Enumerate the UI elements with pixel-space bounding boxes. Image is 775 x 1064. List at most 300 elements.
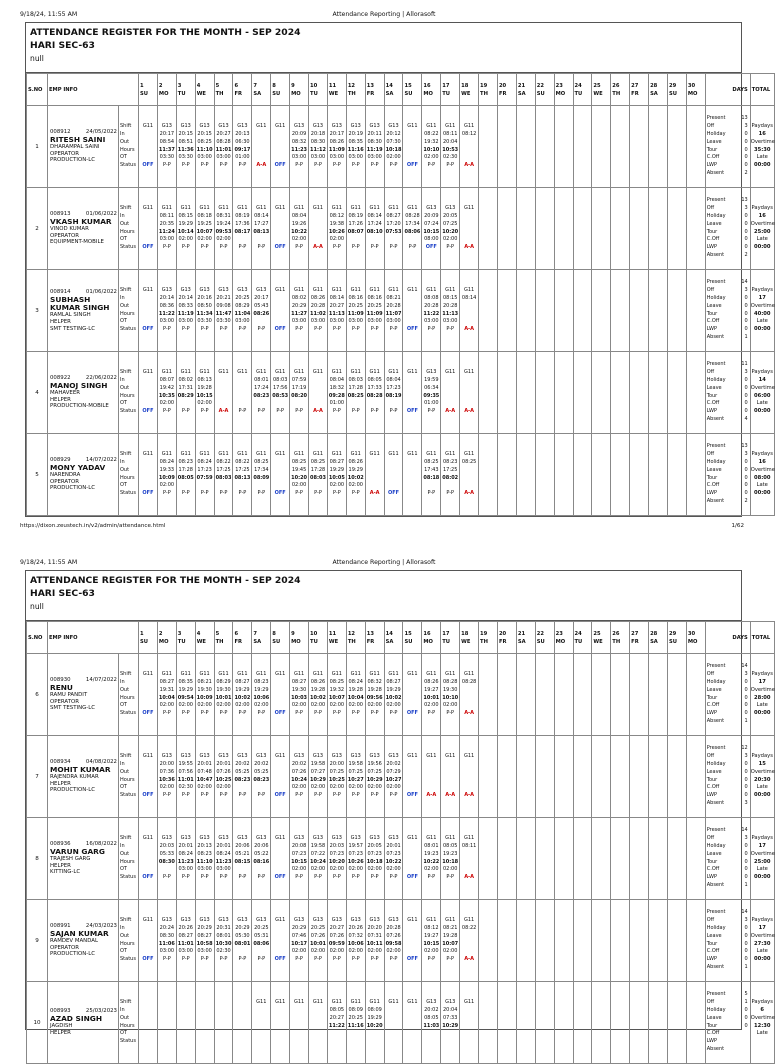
employee-name: MONY YADAV — [50, 462, 106, 472]
day-status — [668, 710, 686, 718]
day-ot — [403, 482, 421, 490]
day-cell — [630, 818, 649, 900]
day-in: 19:58 — [348, 760, 363, 767]
row-label: Status — [120, 1038, 136, 1045]
day-hours: 10:30 — [215, 940, 232, 947]
day-out: 17:23 — [197, 466, 212, 473]
day-number: 3 — [177, 630, 182, 637]
col-header-day — [630, 74, 649, 106]
day-cell — [157, 736, 176, 818]
day-hours — [687, 1023, 705, 1031]
col-header-day — [157, 74, 176, 106]
day-in: 08:24 — [348, 678, 363, 685]
day-hours — [252, 147, 270, 155]
father-name: MAHAVEER — [50, 390, 80, 397]
day-out: 07:29 — [386, 768, 401, 775]
summary-item — [707, 318, 750, 326]
day-ot — [196, 482, 214, 490]
day-out: 17:25 — [443, 466, 458, 473]
day-weekday: WE — [328, 638, 339, 645]
day-ot: 03:00 — [216, 154, 231, 161]
day-cell — [157, 818, 176, 900]
day-number: 29 — [668, 82, 677, 89]
row-label: Out — [120, 850, 130, 857]
day-in — [403, 459, 421, 467]
report-note: null — [30, 602, 44, 611]
day-weekday: TU — [177, 638, 186, 645]
row-label: In — [120, 924, 125, 931]
paydays-value: 16 — [758, 458, 766, 465]
day-weekday: FR — [234, 90, 243, 97]
day-shift: G11 — [275, 917, 286, 924]
row-label: OT — [120, 154, 127, 161]
row-label: Hours — [120, 310, 135, 317]
summary-label: C.Off — [706, 318, 720, 325]
day-cell — [176, 654, 195, 736]
day-in — [479, 843, 497, 851]
day-in: 08:22 — [216, 458, 231, 465]
day-cell — [176, 818, 195, 900]
day-ot — [233, 866, 251, 874]
col-header-day — [422, 622, 441, 654]
day-out: 07:26 — [386, 932, 401, 939]
day-status: P-P — [314, 710, 322, 717]
col-header-day — [441, 74, 460, 106]
day-out — [158, 1015, 176, 1023]
table-row — [27, 736, 775, 818]
day-out: 07:23 — [348, 850, 363, 857]
day-shift: G11 — [237, 369, 248, 376]
day-hours: 10:22 — [385, 858, 402, 865]
day-in — [498, 295, 516, 303]
day-hours — [196, 1023, 214, 1031]
summary-item — [707, 131, 750, 139]
day-cell — [176, 352, 195, 434]
day-hours: 10:27 — [385, 776, 402, 783]
day-hours — [271, 147, 289, 155]
summary-item — [707, 311, 750, 319]
day-ot: 02:00 — [291, 948, 307, 955]
day-in: 20:21 — [216, 294, 231, 301]
day-shift: G11 — [312, 369, 324, 376]
paydays-label: Paydays — [751, 999, 773, 1006]
day-weekday: MO — [291, 638, 301, 645]
totals — [750, 106, 774, 188]
day-ot — [215, 400, 233, 408]
day-out — [592, 221, 610, 229]
summary-value: 11 — [741, 361, 748, 368]
day-hours — [139, 229, 157, 237]
overtime-label: Overtime — [750, 768, 775, 775]
day-cell — [214, 900, 233, 982]
day-out: 20:35 — [159, 220, 175, 227]
day-hours: 10:29 — [366, 776, 383, 783]
day-out — [536, 933, 554, 941]
day-shift: G11 — [218, 671, 229, 678]
summary-value: 1 — [744, 881, 748, 888]
day-out — [403, 687, 421, 695]
day-in — [479, 679, 497, 687]
day-out — [460, 851, 478, 859]
summary-label: Leave — [706, 686, 722, 693]
day-cell — [460, 736, 479, 818]
summary-item — [707, 687, 750, 695]
row-label: Hours — [120, 474, 135, 481]
day-in — [517, 377, 535, 385]
day-shift: G11 — [388, 369, 399, 376]
day-ot — [309, 236, 327, 244]
day-shift — [555, 917, 573, 925]
day-status: OFF — [142, 490, 154, 497]
day-ot — [441, 400, 459, 408]
day-hours: 10:09 — [158, 474, 175, 481]
day-in — [271, 761, 289, 769]
day-cell — [573, 982, 592, 1064]
day-ot — [271, 318, 289, 326]
day-out — [403, 303, 421, 311]
day-cell — [573, 818, 592, 900]
day-cell — [290, 654, 309, 736]
summary-label: C.Off — [706, 1030, 720, 1037]
day-cell — [573, 434, 592, 516]
day-ot — [555, 400, 573, 408]
day-in: 08:27 — [386, 678, 401, 685]
day-out — [649, 1015, 667, 1023]
summary-item — [707, 800, 750, 808]
day-out: 19:29 — [235, 686, 250, 693]
day-in: 20:14 — [159, 294, 175, 301]
day-weekday: SU — [668, 90, 677, 97]
summary-value: 3 — [744, 205, 748, 212]
row-labels — [119, 270, 139, 352]
day-ot — [271, 866, 289, 874]
day-hours: 10:15 — [423, 940, 440, 947]
day-shift: G11 — [256, 205, 267, 212]
day-weekday: SA — [517, 90, 526, 97]
day-number: 9 — [291, 630, 295, 637]
day-in: 19:56 — [367, 760, 382, 767]
summary-value: 0 — [744, 458, 748, 465]
summary-value: 14 — [741, 909, 748, 916]
day-hours: 08:53 — [272, 392, 289, 399]
day-status — [517, 408, 535, 416]
day-shift — [555, 753, 573, 761]
day-cell — [327, 654, 346, 736]
day-shift — [536, 205, 554, 213]
day-hours — [460, 859, 478, 867]
summary-item — [707, 252, 750, 260]
day-ot: 02:00 — [424, 866, 439, 873]
day-ot — [555, 154, 573, 162]
overtime-label: Overtime — [750, 932, 775, 939]
day-hours: 08:06 — [404, 228, 421, 235]
day-out: 05:43 — [254, 302, 269, 309]
day-hours — [385, 475, 403, 483]
day-ot — [517, 948, 535, 956]
day-hours — [139, 695, 157, 703]
day-ot: 02:00 — [291, 702, 307, 709]
day-status: P-P — [181, 956, 190, 963]
summary-value: 0 — [744, 490, 748, 497]
summary-label: Absent — [706, 717, 725, 724]
day-cell — [365, 270, 384, 352]
day-ot: 02:00 — [291, 784, 307, 791]
col-header-day — [516, 622, 535, 654]
day-out — [668, 851, 686, 859]
summary-label: Holiday — [706, 842, 726, 849]
day-ot: 03:00 — [348, 318, 363, 325]
col-header-day — [384, 74, 403, 106]
day-ot: 02:00 — [424, 702, 439, 709]
day-ot — [271, 702, 289, 710]
day-in — [630, 459, 648, 467]
day-in — [611, 679, 629, 687]
day-out — [403, 467, 421, 475]
day-in — [574, 295, 592, 303]
col-header-day — [479, 622, 498, 654]
day-hours: 11:23 — [215, 858, 232, 865]
day-status: P-P — [427, 162, 436, 169]
day-shift: G11 — [312, 451, 324, 458]
day-shift — [517, 369, 535, 377]
row-label: Shift — [120, 835, 132, 842]
day-ot: 03:00 — [178, 318, 193, 325]
day-in: 20:09 — [291, 130, 307, 137]
day-status: OFF — [142, 162, 154, 169]
day-ot — [574, 1030, 592, 1038]
row-labels — [119, 188, 139, 270]
day-shift: G11 — [445, 671, 456, 678]
day-in — [517, 761, 535, 769]
day-in — [555, 679, 573, 687]
day-hours — [555, 393, 573, 401]
day-hours — [460, 1023, 478, 1031]
late-value: 00:00 — [753, 710, 771, 717]
day-shift: G11 — [142, 451, 154, 458]
day-ot: 02:00 — [348, 702, 363, 709]
day-cell — [139, 900, 158, 982]
day-ot — [592, 400, 610, 408]
day-status — [517, 956, 535, 964]
day-in — [555, 1007, 573, 1015]
day-hours — [460, 229, 478, 237]
day-out: 07:48 — [197, 768, 212, 775]
day-hours: 08:13 — [253, 228, 270, 235]
day-status: A-A — [464, 408, 475, 415]
day-shift — [611, 753, 629, 761]
summary-item — [707, 498, 750, 506]
col-header-day — [535, 74, 554, 106]
day-in: 08:24 — [159, 458, 175, 465]
day-out — [555, 139, 573, 147]
day-in — [403, 295, 421, 303]
day-status: P-P — [219, 244, 228, 251]
late-label: Late — [756, 236, 768, 243]
summary-value: 0 — [744, 376, 748, 383]
day-hours: 10:20 — [328, 858, 345, 865]
day-cell — [214, 818, 233, 900]
day-cell — [611, 434, 630, 516]
day-in — [309, 377, 327, 385]
day-shift — [517, 287, 535, 295]
summary-label: Off — [706, 753, 715, 760]
day-shift: G11 — [426, 835, 437, 842]
day-number: 21 — [517, 630, 526, 637]
table-row — [27, 106, 775, 188]
day-shift: G11 — [237, 205, 248, 212]
day-number: 25 — [593, 82, 601, 89]
row-labels — [119, 434, 139, 516]
day-ot — [385, 1030, 403, 1038]
day-cell — [422, 736, 441, 818]
day-ot — [479, 236, 497, 244]
day-out — [139, 769, 157, 777]
day-hours — [517, 777, 535, 785]
day-hours — [233, 393, 251, 401]
day-weekday: FR — [366, 90, 375, 97]
day-weekday: SU — [404, 90, 413, 97]
day-hours: 11:01 — [177, 940, 194, 947]
day-out — [574, 1015, 592, 1023]
day-status: OFF — [406, 710, 418, 717]
day-in — [271, 925, 289, 933]
day-in — [271, 1007, 289, 1015]
day-in — [668, 459, 686, 467]
summary-label: LWP — [706, 490, 718, 497]
day-cell — [497, 900, 516, 982]
day-cell — [573, 270, 592, 352]
day-ot — [687, 702, 705, 710]
day-number: 4 — [196, 630, 201, 637]
day-out — [687, 303, 705, 311]
day-in: 20:01 — [216, 760, 231, 767]
summary-item — [707, 115, 750, 123]
day-shift — [517, 753, 535, 761]
day-ot — [611, 236, 629, 244]
day-out — [592, 769, 610, 777]
summary-value: 0 — [744, 384, 748, 391]
day-out — [555, 303, 573, 311]
day-in: 08:11 — [159, 212, 175, 219]
attendance-summary — [705, 188, 750, 270]
day-out — [630, 769, 648, 777]
day-status: P-P — [427, 710, 436, 717]
day-ot — [139, 400, 157, 408]
day-status — [536, 1038, 554, 1046]
day-out — [574, 769, 592, 777]
employee-code: 008993 — [50, 1008, 71, 1015]
day-out — [460, 221, 478, 229]
day-hours: 11:34 — [196, 310, 213, 317]
day-in: 08:27 — [386, 212, 401, 219]
day-out — [403, 385, 421, 393]
summary-item — [707, 835, 750, 843]
day-cell — [516, 188, 535, 270]
day-out: 19:27 — [424, 932, 439, 939]
day-cell — [649, 188, 668, 270]
day-status: A-A — [313, 408, 323, 415]
table-header-row — [27, 622, 775, 654]
summary-label: Present — [706, 827, 726, 834]
day-status: P-P — [295, 326, 303, 333]
day-weekday: MO — [687, 90, 698, 97]
day-out — [630, 467, 648, 475]
day-out: 07:31 — [367, 932, 382, 939]
day-in: 20:20 — [367, 924, 382, 931]
col-header-day — [290, 622, 309, 654]
day-in: 20:12 — [386, 130, 401, 137]
col-header-day — [233, 622, 252, 654]
day-shift: G11 — [426, 123, 437, 130]
late-value — [751, 1038, 774, 1046]
day-out — [592, 851, 610, 859]
day-hours: 10:04 — [347, 694, 364, 701]
day-ot — [517, 866, 535, 874]
day-ot: 02:00 — [348, 948, 363, 955]
day-out: 07:22 — [310, 850, 326, 857]
summary-label: Off — [706, 369, 715, 376]
day-cell — [309, 270, 328, 352]
day-status — [668, 956, 686, 964]
day-weekday: WE — [593, 90, 603, 97]
day-hours: 08:13 — [234, 474, 251, 481]
day-hours: 08:23 — [234, 776, 251, 783]
day-in — [403, 377, 421, 385]
day-number: 12 — [347, 82, 356, 89]
department: PRODUCTION-LC — [50, 951, 95, 958]
summary-label: Tour — [706, 146, 718, 153]
day-in: 08:25 — [424, 458, 439, 465]
row-labels — [119, 736, 139, 818]
overtime-value: 08:00 — [753, 474, 771, 481]
summary-value: 1 — [744, 999, 748, 1006]
day-status — [630, 1038, 648, 1046]
day-cell — [346, 982, 365, 1064]
day-ot — [498, 154, 516, 162]
day-in — [574, 679, 592, 687]
day-status: P-P — [333, 408, 341, 415]
attendance-table — [26, 73, 775, 516]
print-header — [0, 8, 768, 22]
paydays-value: 17 — [758, 924, 766, 931]
row-labels — [119, 654, 139, 736]
day-number: 14 — [385, 630, 393, 637]
day-shift — [649, 753, 667, 761]
day-status: P-P — [181, 162, 190, 169]
day-out — [498, 769, 516, 777]
day-ot — [158, 866, 176, 874]
day-in: 08:05 — [443, 842, 458, 849]
day-hours: 11:13 — [328, 310, 345, 317]
day-hours: 10:17 — [291, 940, 308, 947]
day-ot: 03:00 — [291, 318, 307, 325]
totals — [750, 982, 774, 1064]
summary-item — [707, 874, 750, 882]
day-cell — [667, 106, 686, 188]
summary-value: 0 — [744, 220, 748, 227]
day-shift — [479, 287, 497, 295]
day-in — [574, 377, 592, 385]
day-out — [517, 769, 535, 777]
col-header-day — [157, 622, 176, 654]
day-in — [139, 131, 157, 139]
day-out: 08:27 — [178, 932, 193, 939]
day-status — [555, 710, 573, 718]
day-hours: 08:28 — [366, 392, 383, 399]
day-ot — [309, 1030, 327, 1038]
day-out: 17:56 — [272, 384, 288, 391]
summary-label: C.Off — [706, 948, 720, 955]
